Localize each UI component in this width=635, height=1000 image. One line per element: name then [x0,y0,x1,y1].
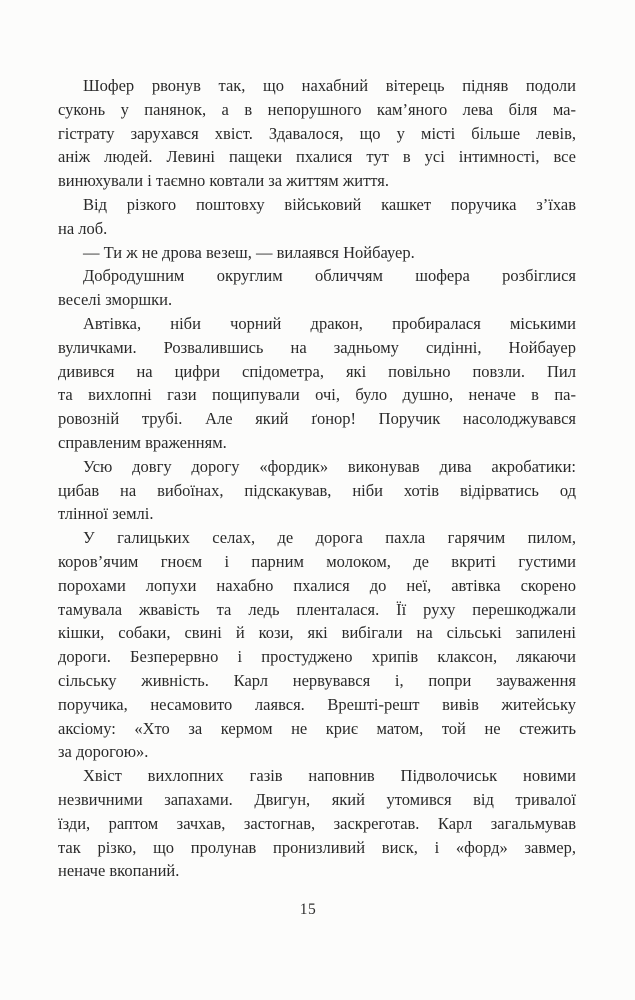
paragraph [58,312,576,455]
text-line: неначе вкопаний. [58,861,180,881]
paragraph [58,455,576,526]
text-block [58,74,576,883]
text-line: Автівка, ніби чорний дракон, пробиралася міськими [83,313,576,333]
text-line: аксіому: «Хто за кермом не криє матом, той не стежить [58,718,576,738]
text-line: Шофер рвонув так, що нахабний вітерець підняв подоли [83,76,576,95]
text-line: вуличками. Розвалившись на задньому сидінні, Нойбауер [58,337,576,357]
text-line: цибав на вибоїнах, підскакував, ніби хотів відірватись од [58,480,576,500]
text-line: коров’ячим гноєм і парним молоком, де вкриті густими [58,551,576,571]
text-line: їзди, раптом зачхав, застогнав, заскреготав. Карл загальмував [58,813,576,833]
paragraph [58,264,576,312]
text-line: ровозній трубі. Але який ґонор! Поручик насолоджувався [58,409,576,429]
text-line: тлінної землі. [58,504,154,524]
text-line: веселі зморшки. [58,290,173,310]
paragraph [58,74,576,193]
text-line: суконь у панянок, а в непорушного кам’яного лева біля ма- [58,99,576,119]
text-line: справленим враженням. [58,432,227,452]
text-line: на лоб. [58,218,108,238]
text-line: поручика, несамовито лаявся. Врешті-решт вивів житейську [58,694,576,714]
text-line: дороги. Безперервно і простуджено хрипів клаксон, лякаючи [58,647,576,667]
text-line: Хвіст вихлопних газів наповнив Підволочиськ новими [83,766,576,786]
text-line: кішки, собаки, свині й кози, які вибігали на сільські запилені [58,623,576,643]
paragraph [58,526,576,764]
paragraph [58,764,576,883]
text-line: тамувала жвавість та ледь пленталася. Її руху перешкоджали [58,599,576,619]
text-line: Усю довгу дорогу «фордик» виконував дива акробатики: [83,456,576,476]
paragraph [58,241,576,265]
text-line: та вихлопні гази пощипували очі, було душно, неначе в па- [58,385,576,405]
text-line: винюхували і таємно ковтали за життям життя. [58,171,389,191]
text-line: аніж людей. Левині пащеки пхалися тут в усі інтимності, все [58,147,576,167]
text-line: гістрату зарухався хвіст. Здавалося, що у місті більше левів, [58,123,576,143]
text-line: незвичними запахами. Двигун, який утомився від тривалої [58,789,576,809]
text-line: Добродушним округлим обличчям шофера розбіглися [83,266,576,286]
text-line: У галицьких селах, де дорога пахла гарячим пилом, [83,528,576,548]
text-line: так різко, що пролунав пронизливий виск, і «форд» завмер, [58,837,576,857]
paragraph [58,193,576,241]
text-line: Від різкого поштовху військовий кашкет поручика з’їхав [83,194,576,214]
page-number: 15 [299,901,317,918]
text-line: сільську живність. Карл нервувався і, попри зауваження [58,670,576,690]
text-line: — Ти ж не дрова везеш, — вилаявся Нойбауер. [83,242,415,262]
text-line: дивився на цифри спідометра, які повільно повзли. Пил [58,361,576,381]
text-line: за дорогою». [58,742,149,762]
text-line: порохами лопухи нахабно пхалися до неї, автівка скорено [58,575,576,595]
